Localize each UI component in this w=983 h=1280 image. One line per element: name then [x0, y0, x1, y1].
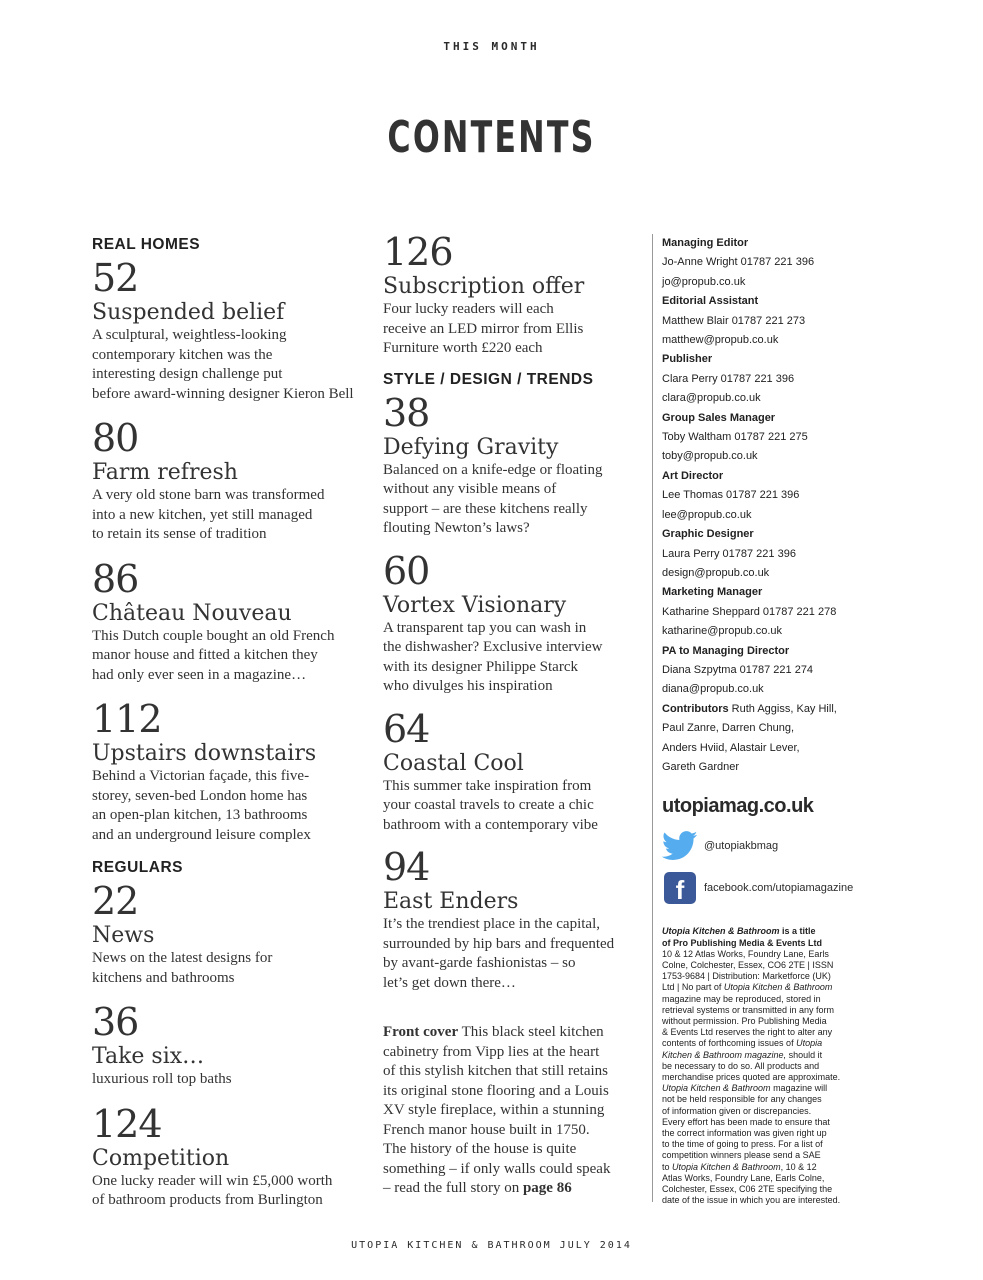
entry-desc-line: surrounded by hip bars and frequented [383, 935, 615, 952]
entry-desc-line: flouting Newton’s laws? [383, 520, 530, 536]
contributors-line: Gareth Gardner [662, 760, 740, 773]
entry-description [92, 767, 364, 845]
entry-desc-line: support – are these kitchens really [383, 500, 588, 517]
entry-description [383, 461, 633, 539]
entry-desc-line: the dishwasher? Exclusive interview [383, 639, 603, 655]
entry-desc-line: This summer take inspiration from [383, 777, 592, 794]
legal-line: competition winners please send a SAE [662, 1150, 821, 1161]
contributors [662, 700, 877, 778]
cover-line: This black steel kitchen [458, 1024, 604, 1040]
entry-description [92, 326, 364, 404]
legal-line: retrieval systems or transmitted in any form [662, 1004, 835, 1015]
entry-desc-line: into a new kitchen, yet still managed [92, 506, 313, 523]
entry-desc-line: let’s get down there… [383, 974, 516, 991]
contents-entry[interactable] [92, 699, 364, 845]
page-footer: UTOPIA KITCHEN & BATHROOM JULY 2014 [351, 1240, 632, 1251]
staff-role: Publisher [662, 353, 713, 366]
staff-name-phone: Diana Szpytma 01787 221 274 [662, 663, 814, 676]
staff-name-phone: Matthew Blair 01787 221 273 [662, 314, 806, 327]
legal-line: 1753-9684 | Distribution: Marketforce (UK) [662, 971, 831, 982]
section-heading-real-homes: REAL HOMES [92, 236, 201, 253]
contents-entry[interactable] [383, 232, 633, 359]
entry-desc-line: your coastal travels to create a chic [383, 797, 594, 813]
cover-line: – read the full story on [383, 1180, 523, 1196]
front-cover-note [383, 1023, 633, 1199]
entry-description [92, 949, 364, 988]
contributors-line: Ruth Aggiss, Kay Hill, [728, 702, 837, 715]
page-number: 80 [92, 416, 139, 460]
staff-entry [662, 292, 877, 350]
entry-desc-line: bathroom with a contemporary vibe [383, 816, 598, 833]
entry-description [383, 619, 633, 697]
entry-desc-line: Balanced on a knife-edge or floating [383, 461, 603, 478]
contents-entry[interactable] [92, 258, 364, 404]
real-homes-list [92, 258, 364, 845]
staff-role: Editorial Assistant [662, 295, 759, 308]
entry-desc-line: by avant-garde fashionistas – so [383, 955, 576, 971]
staff-role: Marketing Manager [662, 586, 763, 599]
entry-title: Suspended belief [92, 300, 285, 325]
page-number: 86 [92, 556, 139, 601]
legal-line: to the time of going to press. For a list of [662, 1139, 823, 1150]
staff-entry [662, 467, 877, 525]
staff-email[interactable]: matthew@propub.co.uk [662, 334, 779, 347]
entry-description [92, 1070, 364, 1090]
entry-title: Competition [92, 1145, 230, 1171]
entry-desc-line: interesting design challenge put [92, 366, 283, 382]
page-number: 126 [383, 230, 453, 274]
entry-desc-line: before award-winning designer Kieron Bell [92, 385, 354, 402]
staff-entry [662, 525, 877, 583]
staff-name-phone: Katharine Sheppard 01787 221 278 [662, 605, 837, 618]
contents-entry[interactable] [92, 1002, 364, 1090]
entry-desc-line: luxurious roll top baths [92, 1071, 232, 1087]
entry-title: Vortex Visionary [383, 592, 567, 618]
staff-name-phone: Lee Thomas 01787 221 396 [662, 489, 800, 502]
cover-line: its original stone flooring and a Louis [383, 1082, 609, 1099]
entry-desc-line: and an underground leisure complex [92, 826, 311, 843]
contents-entry[interactable] [383, 847, 633, 993]
legal-line: without permission. Pro Publishing Media [662, 1016, 827, 1026]
contributors-label: Contributors [662, 702, 729, 715]
contents-entry[interactable] [92, 418, 364, 545]
section-heading-style: STYLE / DESIGN / TRENDS [383, 370, 594, 388]
staff-role: Managing Editor [662, 237, 749, 249]
entry-desc-line: Furniture worth £220 each [383, 340, 543, 356]
staff-name-phone: Toby Waltham 01787 221 275 [662, 431, 808, 444]
entry-title: News [92, 923, 155, 948]
page-number: 112 [92, 697, 162, 741]
staff-email[interactable]: diana@propub.co.uk [662, 683, 764, 696]
contents-entry[interactable] [383, 390, 633, 539]
staff-entry [662, 642, 877, 700]
legal-line: Colne, Colchester, Essex, CO6 2TE | ISSN [662, 959, 834, 970]
entry-desc-line: kitchens and bathrooms [92, 969, 235, 986]
staff-name-phone: Jo-Anne Wright 01787 221 396 [662, 256, 815, 269]
legal-line: Colchester, Essex, C06 2TE specifying the [662, 1184, 833, 1195]
entry-desc-line: Behind a Victorian façade, this five- [92, 768, 310, 784]
entry-description [92, 486, 364, 545]
cover-line: The history of the house is quite [383, 1141, 577, 1157]
facebook-row[interactable] [662, 870, 877, 906]
cover-line: of this stylish kitchen that still retains [383, 1063, 608, 1079]
entry-desc-line: had only ever seen in a magazine… [92, 666, 307, 683]
contents-entry[interactable] [92, 556, 364, 686]
twitter-bird-icon [662, 828, 698, 864]
facebook-url: facebook.com/utopiamagazine [704, 882, 854, 895]
entry-description [92, 1172, 364, 1211]
contributors-line: Paul Zanre, Darren Chung, [662, 722, 795, 735]
legal-line: date of the issue in which you are interested. [662, 1195, 841, 1206]
staff-role: Group Sales Manager [662, 411, 776, 424]
legal-line: & Events Ltd reserves the right to alter any [662, 1027, 833, 1038]
front-cover-label: Front cover [383, 1024, 459, 1040]
staff-entry [662, 350, 877, 408]
legal-line: magazine may be reproduced, stored in [662, 993, 821, 1004]
staff-name-phone: Clara Perry 01787 221 396 [662, 372, 795, 385]
entry-desc-line: A very old stone barn was transformed [92, 487, 325, 503]
subscription-entry-slot [383, 232, 633, 359]
regulars-list [92, 881, 364, 1211]
cover-line: something – if only walls could speak [383, 1160, 611, 1177]
page-number: 94 [383, 845, 430, 889]
cover-line: XV style fireplace, within a stunning [383, 1102, 605, 1118]
staff-email[interactable]: lee@propub.co.uk [662, 508, 752, 521]
contents-entry[interactable] [383, 548, 633, 697]
entry-desc-line: It’s the trendiest place in the capital, [383, 916, 601, 932]
entry-desc-line: storey, seven-bed London home has [92, 787, 308, 804]
page-number: 60 [383, 548, 430, 593]
entry-desc-line: an open-plan kitchen, 13 bathrooms [92, 807, 308, 823]
legal-notice: Utopia Kitchen & Bathroom is a title of Pro Publishing Media & Events Ltd 10 & 12 Atlas Works, Foundry Lane, Earls Colne, Colchester, Essex, CO6 2TE | ISSN 1753-9684 | Distribution: Marketforce (UK) Ltd | No part of Utopia Kitchen & Bathroom magazine may be reproduced, stored in retrieval systems or transmitted in any form without permission. Pro Publishing Media & Events Ltd reserves the right to alter any contents of forthcoming issues of Utopia Kitchen & Bathroom magazine, should it be necessary to do so. All products and merchandise prices quoted are approximate. Utopia Kitchen & Bathroom magazine will not be held responsible for any changes of information given or discrepancies. Every effort has been made to ensure that the correct information was given right up to the time of going to press. For a list of competition winners please send a SAE to Utopia Kitchen & Bathroom, 10 & 12 Atlas Works, Foundry Lane, Earls Colne, Colchester, Essex, C06 2TE specifying the date of the issue in which you are interested. [662, 926, 841, 1206]
entry-description [383, 915, 633, 993]
cover-line: French manor house built in 1750. [383, 1121, 590, 1138]
entry-desc-line: receive an LED mirror from Ellis [383, 320, 584, 337]
entry-desc-line: News on the latest designs for [92, 950, 273, 966]
entry-title: Château Nouveau [92, 600, 292, 626]
contents-entry[interactable] [92, 1101, 364, 1211]
legal-line: 10 & 12 Atlas Works, Foundry Lane, Earls [662, 948, 829, 959]
staff-name-phone: Laura Perry 01787 221 396 [662, 547, 796, 560]
section-kicker: THIS MONTH [443, 40, 540, 53]
page-title: CONTENTS [387, 112, 596, 163]
entry-title: Subscription offer [383, 274, 585, 299]
contents-entry[interactable] [383, 706, 633, 836]
entry-desc-line: with its designer Philippe Starck [383, 658, 578, 675]
entry-desc-line: to retain its sense of tradition [92, 526, 267, 542]
twitter-row[interactable] [662, 828, 877, 864]
staff-email[interactable]: clara@propub.co.uk [662, 392, 761, 405]
contents-column-middle [383, 232, 633, 1199]
facebook-icon [662, 870, 698, 906]
page-number: 52 [92, 256, 139, 300]
legal-line: not be held responsible for any changes [662, 1094, 822, 1105]
entry-title: Farm refresh [92, 460, 238, 485]
contents-entry[interactable] [92, 881, 364, 988]
legal-line: Every effort has been made to ensure that [662, 1116, 830, 1127]
contents-column-left [92, 232, 364, 1225]
cover-page-ref[interactable]: page 86 [522, 1180, 572, 1196]
staff-role: Art Director [662, 469, 724, 482]
entry-description [92, 627, 364, 686]
staff-entry [662, 409, 877, 467]
entry-desc-line: This Dutch couple bought an old French [92, 627, 335, 644]
entry-title: Take six… [92, 1044, 205, 1069]
staff-role: PA to Managing Director [662, 644, 790, 657]
entry-desc-line: A transparent tap you can wash in [383, 619, 587, 636]
contributors-line: Anders Hviid, Alastair Lever, [662, 741, 800, 754]
page-number: 64 [383, 706, 430, 751]
entry-desc-line: One lucky reader will win £5,000 worth [92, 1172, 333, 1189]
entry-title: Coastal Cool [383, 750, 524, 776]
staff-email[interactable]: toby@propub.co.uk [662, 450, 758, 463]
entry-title: Upstairs downstairs [92, 741, 317, 766]
entry-desc-line: Four lucky readers will each [383, 301, 554, 317]
staff-email[interactable]: design@propub.co.uk [662, 566, 770, 579]
entry-description [383, 300, 633, 359]
legal-line: Atlas Works, Foundry Lane, Earls Colne, [662, 1172, 825, 1183]
section-heading-regulars: REGULARS [92, 859, 183, 876]
entry-description [383, 777, 633, 836]
staff-list [662, 234, 877, 700]
masthead-column [652, 234, 877, 1206]
entry-desc-line: contemporary kitchen was the [92, 346, 273, 363]
legal-line: merchandise prices quoted are approximate. [662, 1072, 841, 1083]
facebook-glyph: f [664, 872, 696, 904]
cover-line: cabinetry from Vipp lies at the heart [383, 1043, 600, 1060]
page-number: 38 [383, 390, 430, 435]
website-link[interactable]: utopiamag.co.uk [662, 795, 814, 818]
staff-email[interactable]: jo@propub.co.uk [662, 275, 746, 288]
entry-desc-line: manor house and fitted a kitchen they [92, 647, 318, 663]
style-list [383, 390, 633, 994]
staff-role: Graphic Designer [662, 528, 754, 541]
legal-line: the correct information was given right up [662, 1128, 827, 1139]
legal-line: of information given or discrepancies. [662, 1105, 812, 1116]
staff-email[interactable]: katharine@propub.co.uk [662, 625, 783, 638]
entry-title: East Enders [383, 889, 519, 914]
page-number: 124 [92, 1101, 162, 1146]
staff-entry [662, 583, 877, 641]
entry-title: Defying Gravity [383, 434, 559, 460]
page-number: 36 [92, 1000, 139, 1044]
staff-entry [662, 234, 877, 292]
entry-desc-line: A sculptural, weightless-looking [92, 327, 287, 343]
entry-desc-line: who divulges his inspiration [383, 678, 553, 694]
entry-desc-line: without any visible means of [383, 481, 557, 497]
page-number: 22 [92, 879, 139, 923]
twitter-handle: @utopiakbmag [704, 840, 779, 853]
legal-line: be necessary to do so. All products and [662, 1060, 820, 1071]
entry-desc-line: of bathroom products from Burlington [92, 1192, 323, 1208]
